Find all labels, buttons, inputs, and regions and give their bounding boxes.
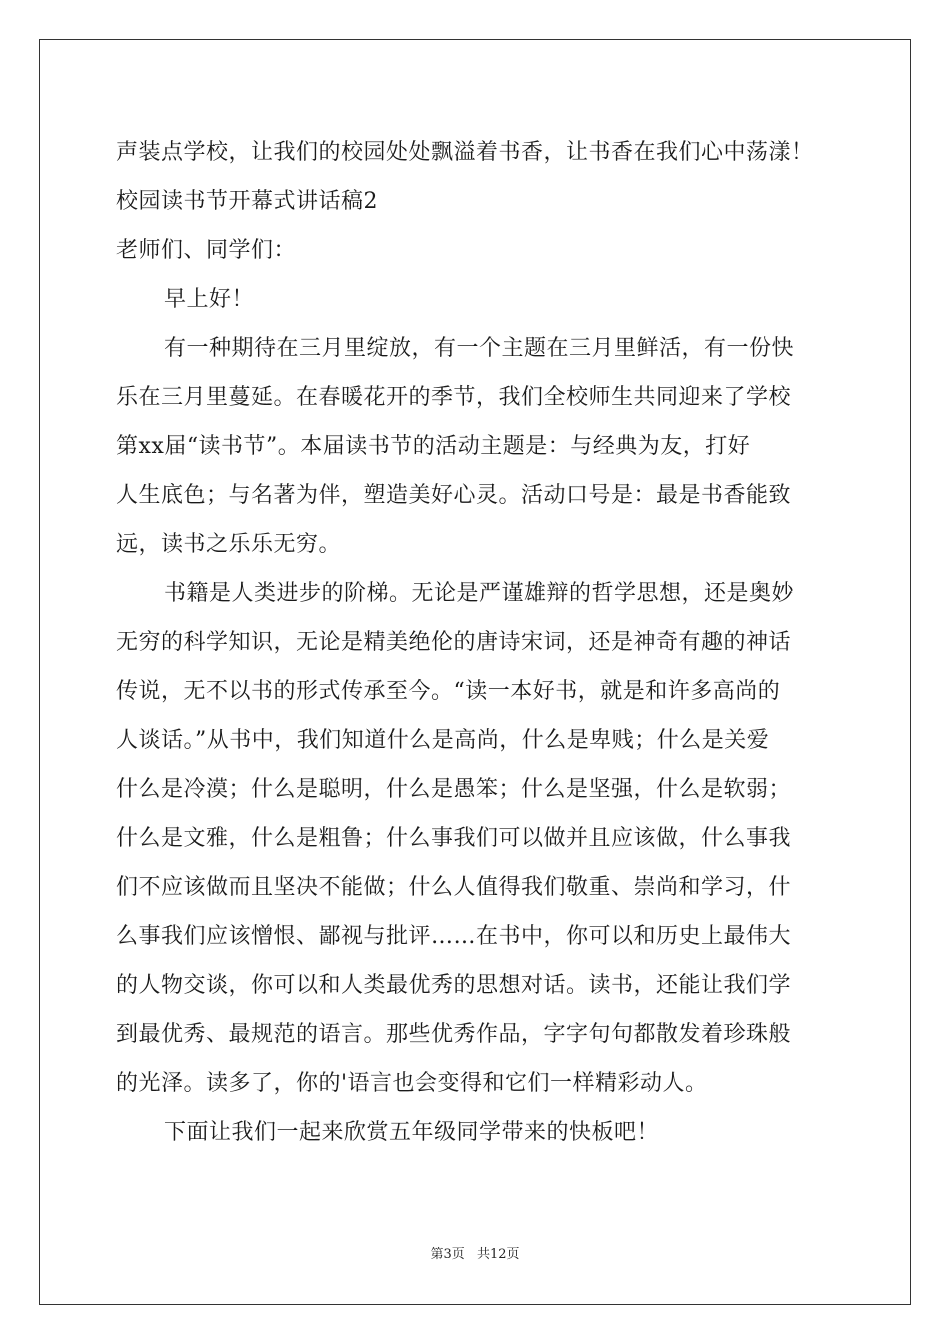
text-line: 到最优秀、最规范的语言。那些优秀作品，字字句句都散发着珍珠般 xyxy=(116,1022,792,1047)
salutation: 老师们、同学们： xyxy=(116,238,297,263)
text-line: 么事我们应该憎恨、鄙视与批评……在书中，你可以和历史上最伟大 xyxy=(116,924,792,949)
text-line: 们不应该做而且坚决不能做；什么人值得我们敬重、崇尚和学习，什 xyxy=(116,875,792,900)
document-body xyxy=(116,128,834,1157)
text-line: 人生底色；与名著为伴，塑造美好心灵。活动口号是：最是书香能致 xyxy=(116,483,792,508)
page-footer xyxy=(0,1243,950,1262)
page-number: 第3页 xyxy=(430,1247,465,1262)
text-line: 书籍是人类进步的阶梯。无论是严谨雄辩的哲学思想，还是奥妙 xyxy=(164,581,795,606)
text-line: 第xx届“读书节”。本届读书节的活动主题是：与经典为友，打好 xyxy=(116,434,751,459)
text-line: 的光泽。读多了，你的'语言也会变得和它们一样精彩动人。 xyxy=(116,1071,708,1096)
greeting: 早上好！ xyxy=(164,287,255,312)
text-line: 什么是文雅，什么是粗鲁；什么事我们可以做并且应该做，什么事我 xyxy=(116,826,792,851)
text-line: 声装点学校，让我们的校园处处飘溢着书香，让书香在我们心中荡漾！ xyxy=(116,140,814,165)
text-line: 下面让我们一起来欣赏五年级同学带来的快板吧！ xyxy=(164,1120,660,1145)
text-line: 人谈话。”从书中，我们知道什么是高尚，什么是卑贱；什么是关爱 xyxy=(116,728,770,753)
section-title: 校园读书节开幕式讲话稿2 xyxy=(116,189,378,214)
text-line: 有一种期待在三月里绽放，有一个主题在三月里鲜活，有一份快 xyxy=(164,336,795,361)
text-line: 什么是冷漠；什么是聪明，什么是愚笨；什么是坚强，什么是软弱； xyxy=(116,777,792,802)
text-line: 乐在三月里蔓延。在春暖花开的季节，我们全校师生共同迎来了学校 xyxy=(116,385,792,410)
text-line: 无穷的科学知识，无论是精美绝伦的唐诗宋词，还是神奇有趣的神话 xyxy=(116,630,792,655)
text-line: 的人物交谈，你可以和人类最优秀的思想对话。读书，还能让我们学 xyxy=(116,973,792,998)
page-total: 共12页 xyxy=(476,1247,520,1262)
text-line: 远，读书之乐乐无穷。 xyxy=(116,532,342,557)
text-line: 传说，无不以书的形式传承至今。“读一本好书，就是和许多高尚的 xyxy=(116,679,781,704)
